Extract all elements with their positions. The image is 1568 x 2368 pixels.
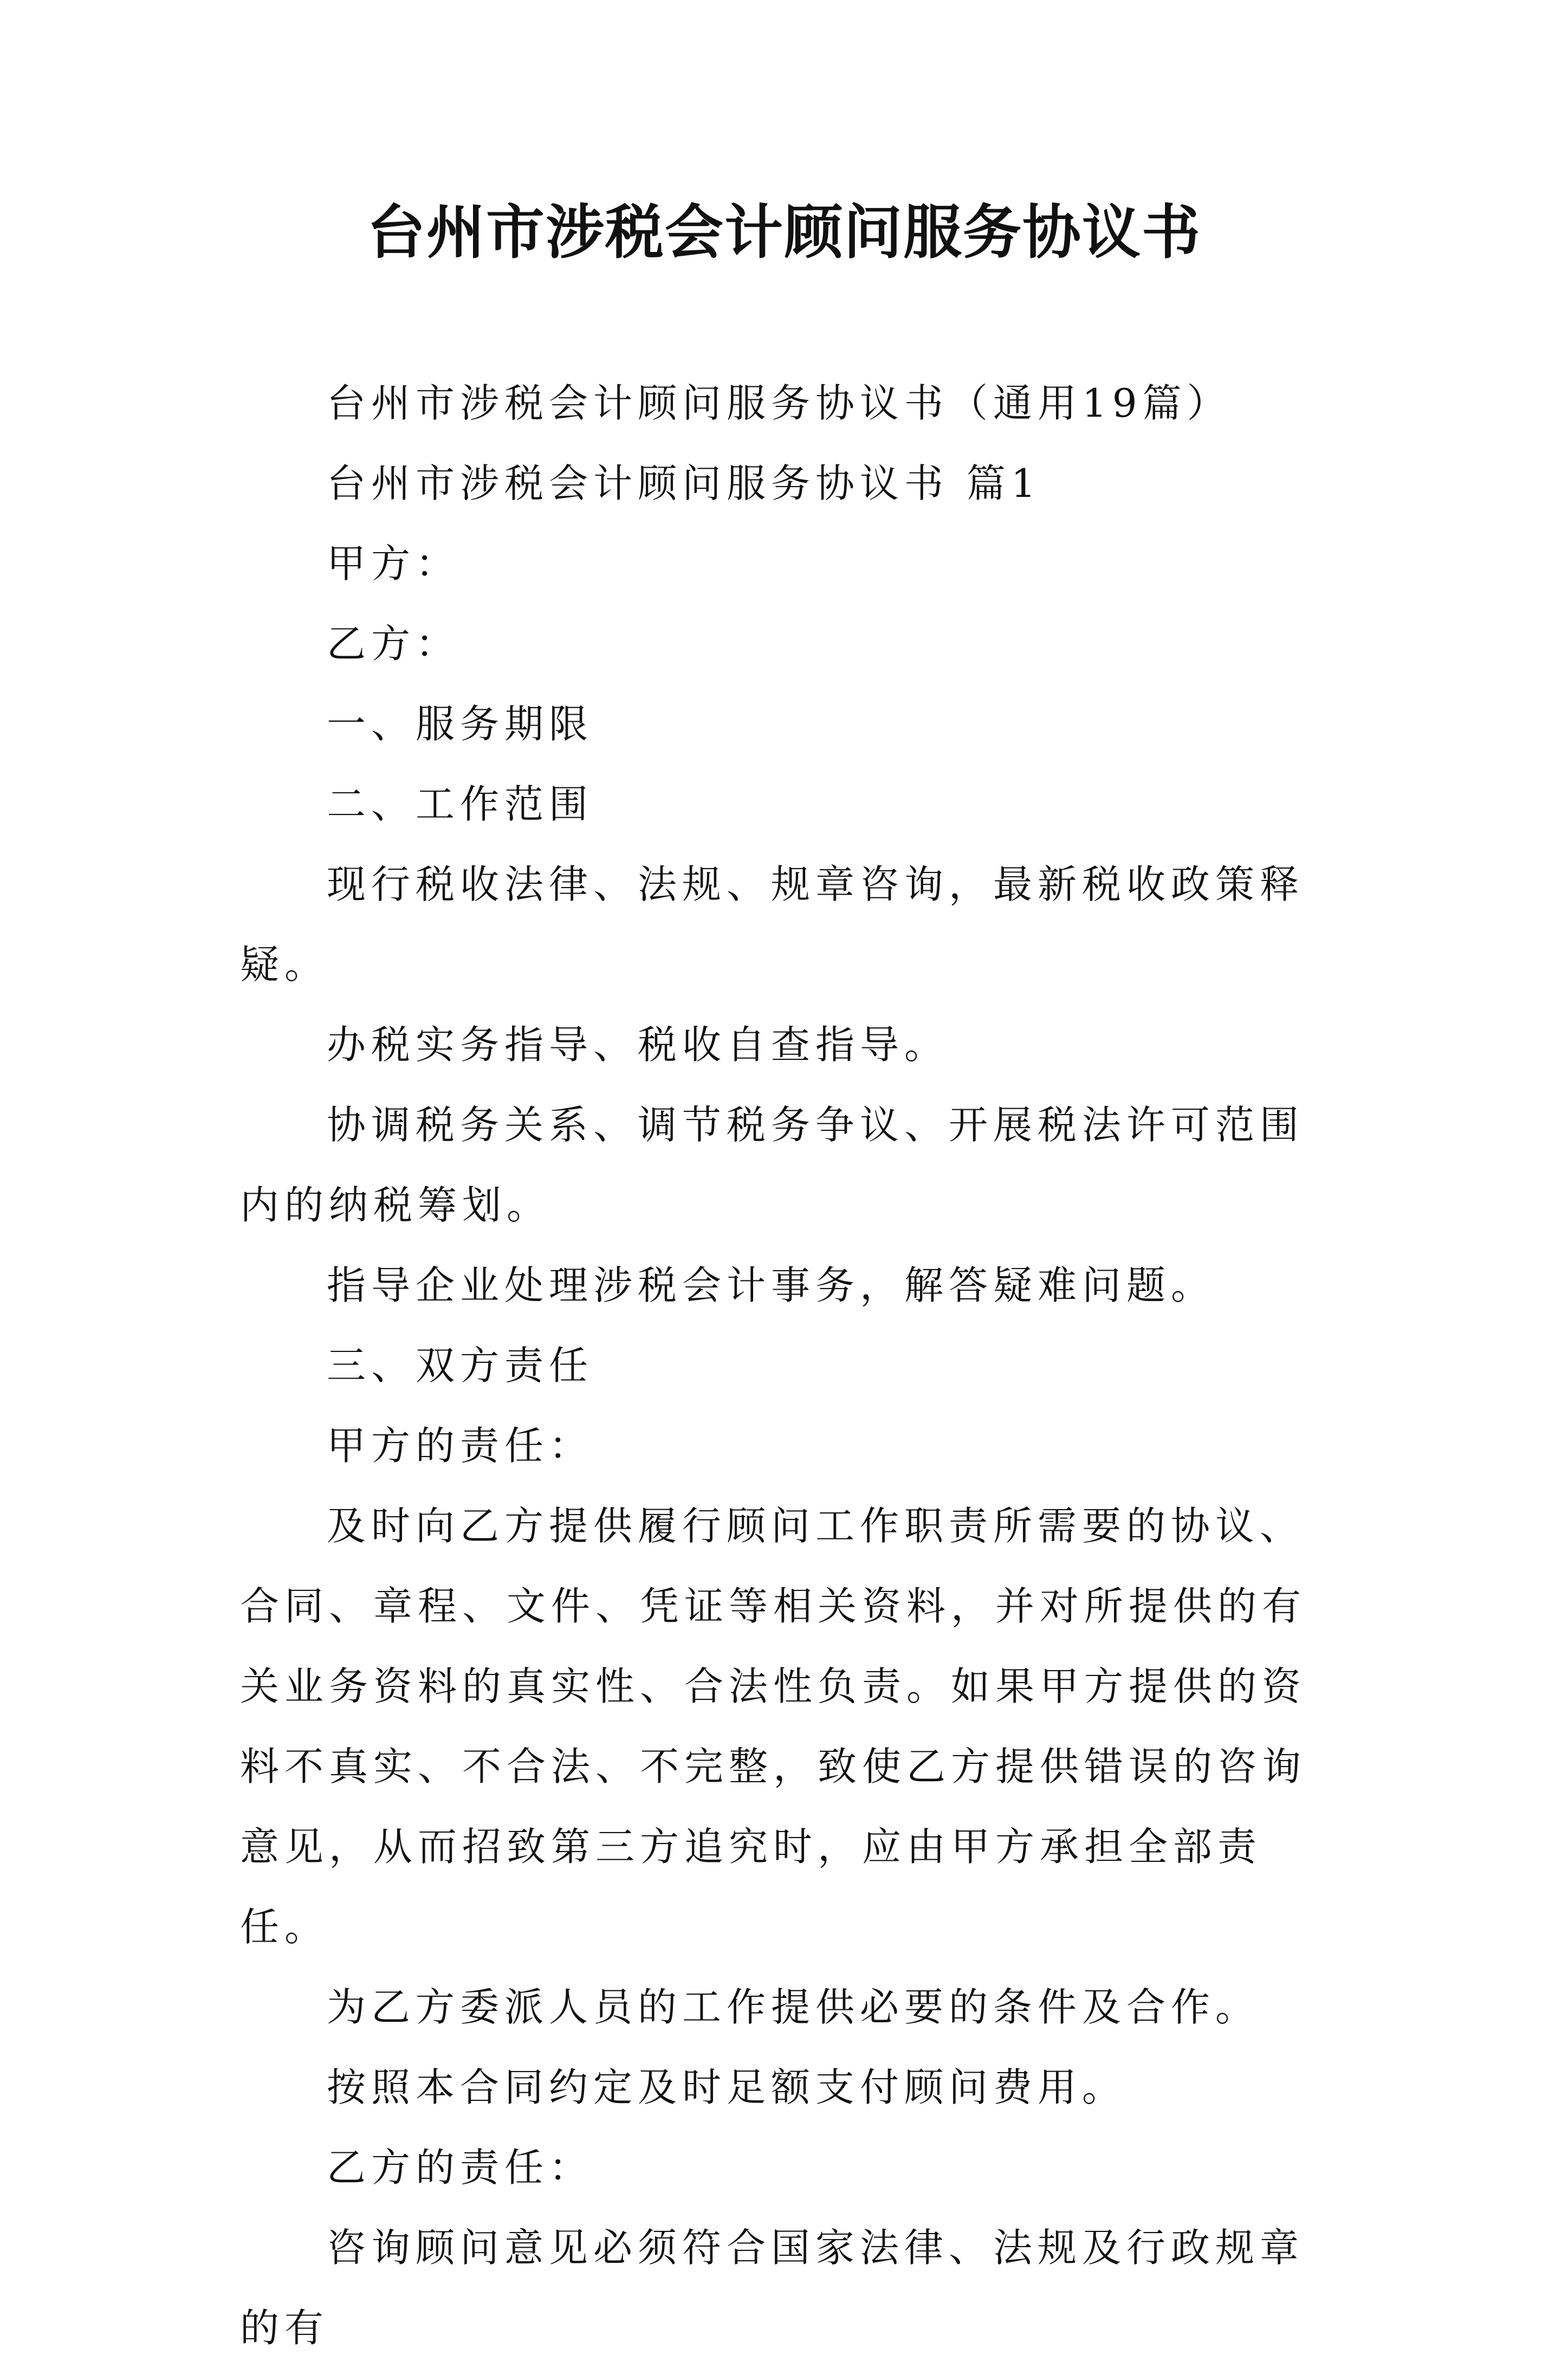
paragraph-party-b: 乙方： bbox=[327, 621, 461, 667]
paragraph-party-a-responsibility-1: 及时向乙方提供履行顾问工作职责所需要的协议、合同、章程、文件、凭证等相关资料，并对所提供的有关业务资料的真实性、合法性负责。如果甲方提供的资料不真实、不合法、不完整，致使乙方提供错误的咨询意见，从而招致第三方追究时，应由甲方承担全部责任。 bbox=[240, 1503, 1307, 1950]
paragraph-scope-item-2: 办税实务指导、税收自查指导。 bbox=[327, 1022, 949, 1067]
paragraph-party-a: 甲方： bbox=[327, 541, 461, 586]
document-title: 台州市涉税会计顾问服务协议书 bbox=[366, 199, 1201, 267]
paragraph-party-a-responsibilities-heading: 甲方的责任： bbox=[327, 1423, 594, 1468]
paragraph-scope-item-1: 现行税收法律、法规、规章咨询，最新税收政策释疑。 bbox=[240, 862, 1305, 987]
paragraph-party-a-responsibility-3: 按照本合同约定及时足额支付顾问费用。 bbox=[327, 2065, 1127, 2110]
paragraph-party-a-responsibility-2: 为乙方委派人员的工作提供必要的条件及合作。 bbox=[327, 1984, 1260, 2030]
paragraph-responsibilities-heading: 三、双方责任 bbox=[327, 1343, 594, 1388]
paragraph-section-heading: 台州市涉税会计顾问服务协议书 篇1 bbox=[327, 461, 1041, 506]
paragraph-service-term-heading: 一、服务期限 bbox=[327, 701, 594, 747]
paragraph-party-b-responsibility-1: 咨询顾问意见必须符合国家法律、法规及行政规章的有 bbox=[240, 2225, 1305, 2351]
paragraph-subtitle: 台州市涉税会计顾问服务协议书（通用19篇） bbox=[327, 380, 1232, 426]
paragraph-scope-item-3: 协调税务关系、调节税务争议、开展税法许可范围内的纳税筹划。 bbox=[240, 1102, 1305, 1228]
document-body bbox=[240, 363, 1345, 2368]
paragraph-scope-heading: 二、工作范围 bbox=[327, 781, 594, 827]
paragraph-scope-item-4: 指导企业处理涉税会计事务，解答疑难问题。 bbox=[327, 1263, 1216, 1308]
paragraph-party-b-responsibilities-heading: 乙方的责任： bbox=[327, 2145, 594, 2190]
